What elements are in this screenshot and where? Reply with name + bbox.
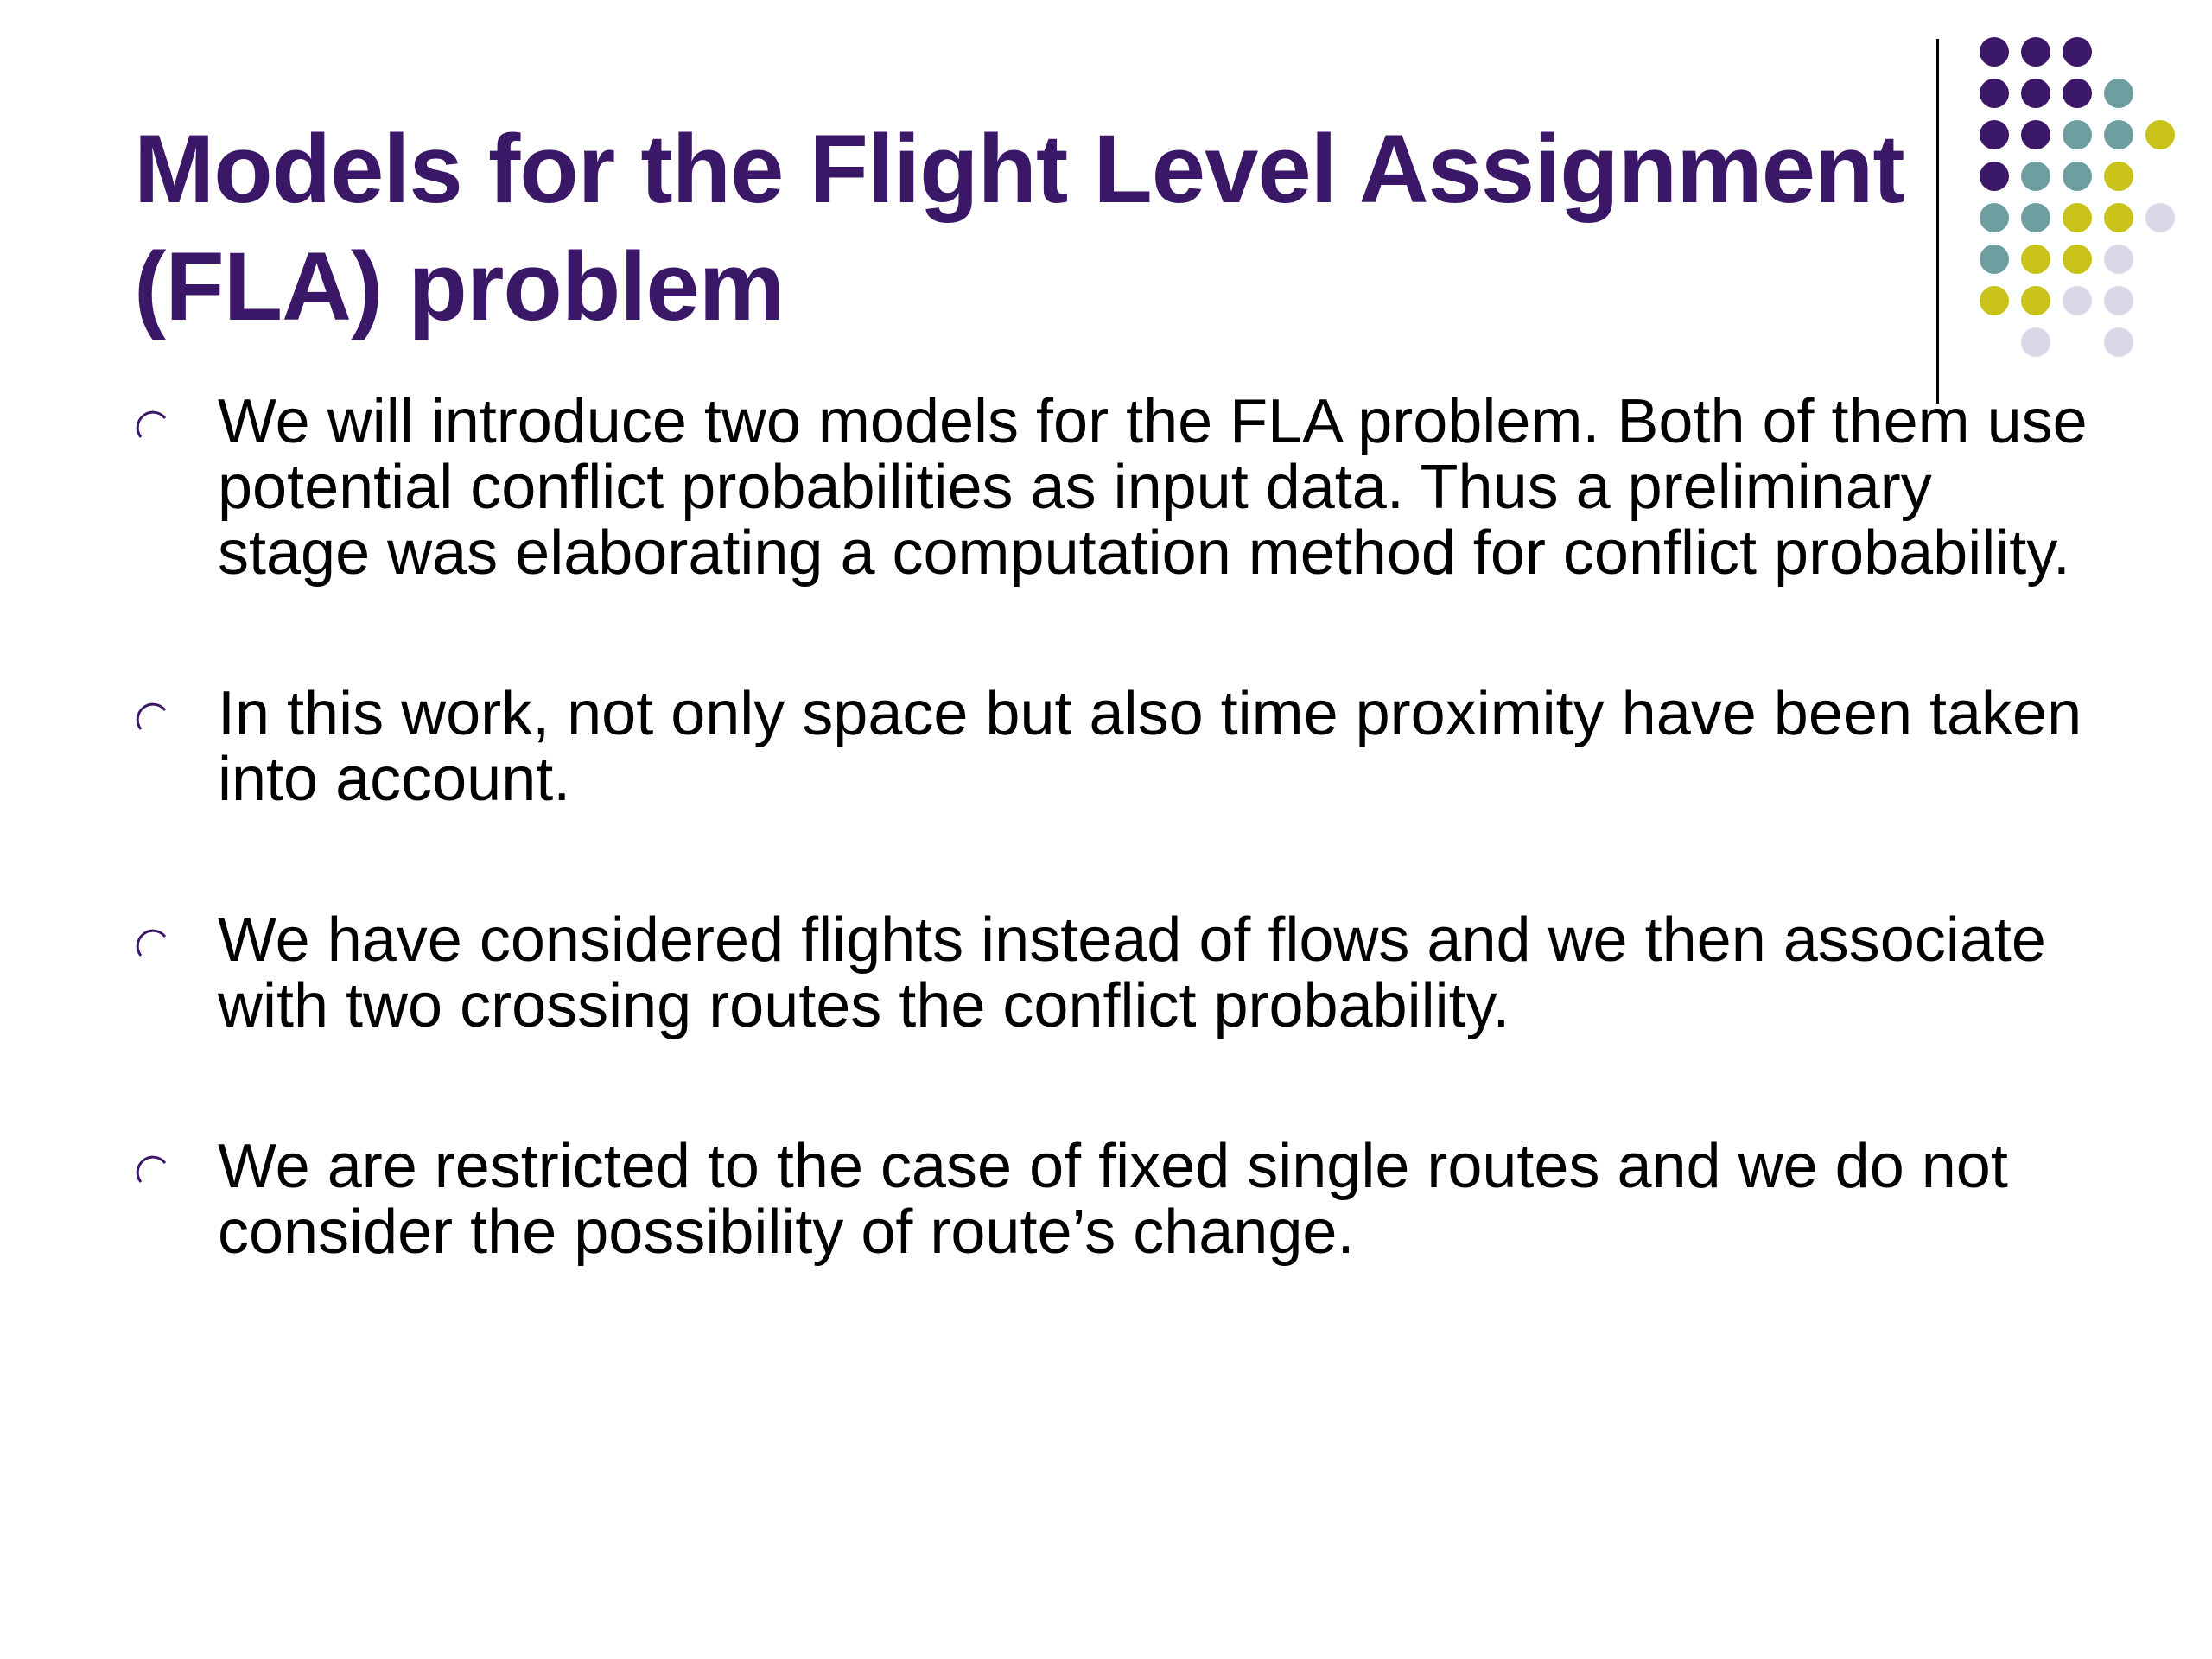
decorative-dot — [2063, 203, 2092, 232]
decorative-dot — [2063, 120, 2092, 149]
open-arc-bullet-icon — [134, 408, 172, 446]
decorative-dot — [2104, 327, 2133, 357]
title-divider-line — [1936, 39, 1939, 404]
decorative-dot — [2104, 79, 2133, 108]
decorative-dot — [2021, 37, 2050, 67]
bullet-text: We are restricted to the case of fixed single routes and we do not consider the possibility of route’s change. — [218, 1132, 2008, 1267]
decorative-dot — [2063, 162, 2092, 191]
decorative-dot — [2063, 37, 2092, 67]
decorative-dot-grid — [1970, 35, 2195, 363]
open-arc-bullet-icon — [134, 926, 172, 964]
decorative-dot — [1980, 79, 2009, 108]
decorative-dot — [1980, 37, 2009, 67]
slide-title: Models for the Flight Level Assignment (FLA) problem — [134, 115, 1904, 340]
bullet-item — [134, 681, 2095, 812]
bullet-list — [134, 389, 2095, 1265]
decorative-dot — [1980, 162, 2009, 191]
decorative-dot — [2021, 286, 2050, 315]
decorative-dot — [2021, 203, 2050, 232]
decorative-dot — [2063, 79, 2092, 108]
decorative-dot — [1980, 245, 2009, 274]
decorative-dot — [2104, 203, 2133, 232]
decorative-dot — [2104, 286, 2133, 315]
decorative-dot — [2145, 120, 2175, 149]
bullet-text: In this work, not only space but also time proximity have been taken into account. — [218, 679, 2082, 814]
open-arc-bullet-icon — [134, 1153, 172, 1191]
decorative-dot — [2104, 162, 2133, 191]
decorative-dot — [2145, 203, 2175, 232]
bullet-item — [134, 389, 2095, 586]
bullet-text: We have considered flights instead of flows and we then associate with two crossing routes the conflict probability. — [218, 906, 2046, 1040]
decorative-dot — [2021, 245, 2050, 274]
bullet-text: We will introduce two models for the FLA problem. Both of them use potential conflict probabilities as input data. Thus a preliminary stage was elaborating a computation method for conflict probability. — [218, 387, 2088, 588]
decorative-dot — [1980, 120, 2009, 149]
bullet-item — [134, 907, 2095, 1039]
decorative-dot — [2021, 327, 2050, 357]
decorative-dot — [1980, 286, 2009, 315]
decorative-dot — [2021, 79, 2050, 108]
decorative-dot — [2104, 120, 2133, 149]
decorative-dot — [2063, 245, 2092, 274]
decorative-dot — [1980, 203, 2009, 232]
decorative-dot — [2104, 245, 2133, 274]
decorative-dot — [2021, 120, 2050, 149]
decorative-dot — [2063, 286, 2092, 315]
bullet-item — [134, 1134, 2095, 1265]
decorative-dot — [2021, 162, 2050, 191]
open-arc-bullet-icon — [134, 700, 172, 738]
